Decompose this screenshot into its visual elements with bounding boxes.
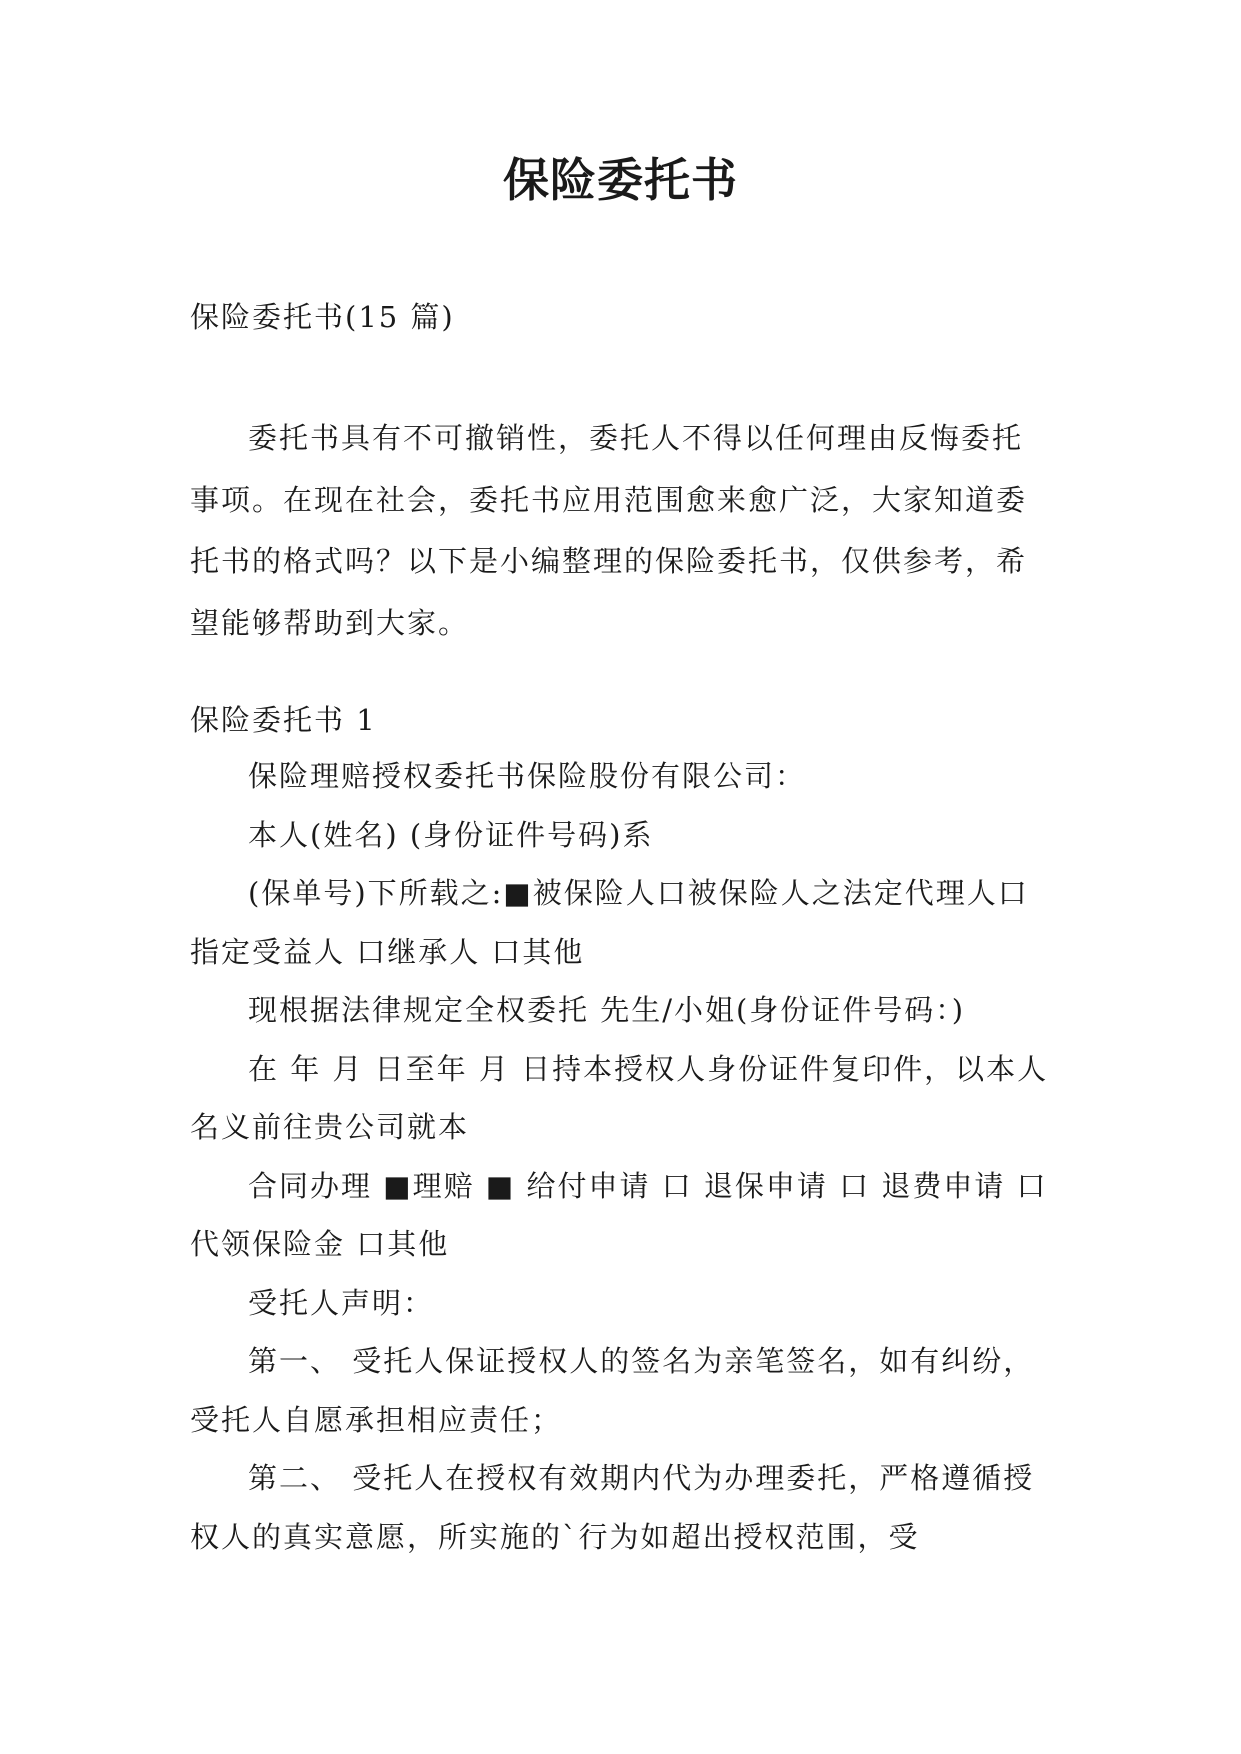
section-heading: 保险委托书 1 [190,703,377,737]
paragraph-policy-role: (保单号)下所载之:■被保险人口被保险人之法定代理人口指定受益人 口继承人 口其他 [190,876,1029,969]
paragraph-addressee: 保险理赔授权委托书保险股份有限公司： [248,759,807,793]
paragraph-period: 在 年 月 日至年 月 日持本授权人身份证件复印件，以本人名义前往贵公司就本 [190,1051,1049,1144]
paragraph-delegate: 现根据法律规定全权委托 先生/小姐(身份证件号码：) [248,993,966,1027]
paragraph-declaration-heading: 受托人声明： [248,1285,435,1320]
document-title: 保险委托书 [503,153,738,207]
paragraph-identity: 本人(姓名) (身份证件号码)系 [248,817,654,852]
paragraph-matters: 合同办理 ■理赔 ■ 给付申请 口 退保申请 口 退费申请 口代领保险金 口其他 [190,1168,1048,1261]
paragraph-clause-1: 第一、 受托人保证授权人的签名为亲笔签名，如有纠纷，受托人自愿承担相应责任； [190,1344,1035,1437]
document-subtitle: 保险委托书(15 篇) [190,300,455,334]
section-body [190,747,1052,1566]
intro-paragraph: 委托书具有不可撤销性，委托人不得以任何理由反悔委托事项。在现在社会，委托书应用范围愈来愈广泛，大家知道委托书的格式吗？以下是小编整理的保险委托书，仅供参考，希望能够帮助到大家。 [190,421,1028,640]
paragraph-clause-2: 第二、 受托人在授权有效期内代为办理委托，严格遵循授权人的真实意愿，所实施的`行为如超出授权范围，受 [190,1461,1035,1554]
